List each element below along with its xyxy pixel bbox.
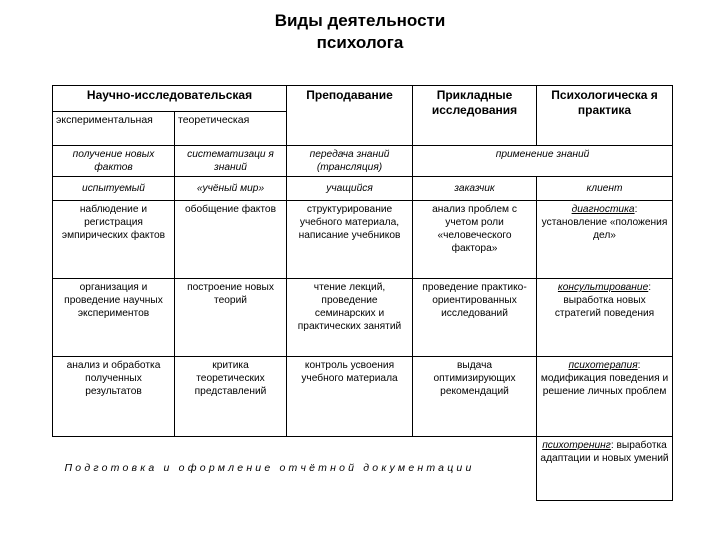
header-row — [53, 86, 673, 112]
practice-term: психотерапия — [568, 360, 638, 371]
practice-term: диагностика — [571, 204, 635, 215]
title-line-1: Виды деятельности — [274, 11, 446, 30]
header-practice: Психологическа я практика — [537, 86, 673, 146]
subject-teaching: учащийся — [287, 177, 413, 201]
table-row — [53, 201, 673, 279]
cell-applied: проведение практико-ориентированных исследований — [413, 279, 537, 357]
activities-table — [52, 85, 673, 501]
cell-practice — [537, 357, 673, 437]
subject-theoretical: «учёный мир» — [175, 177, 287, 201]
cell-teaching: контроль усвоения учебного материала — [287, 357, 413, 437]
subheader-theoretical: теоретическая — [175, 112, 287, 146]
cell-applied: выдача оптимизирующих рекомендаций — [413, 357, 537, 437]
cell-teaching: структурирование учебного материала, написание учебников — [287, 201, 413, 279]
table-row — [53, 357, 673, 437]
cell-experimental: организация и проведение научных экспериментов — [53, 279, 175, 357]
purpose-row — [53, 146, 673, 177]
cell-theoretical: обобщение фактов — [175, 201, 287, 279]
purpose-applied-practice: применение знаний — [413, 146, 673, 177]
subheader-experimental: экспериментальная — [53, 112, 175, 146]
title-line-2: психолога — [316, 33, 404, 52]
cell-theoretical: критика теоретических представлений — [175, 357, 287, 437]
subject-applied: заказчик — [413, 177, 537, 201]
header-teaching: Преподавание — [287, 86, 413, 146]
cell-experimental: наблюдение и регистрация эмпирических фактов — [53, 201, 175, 279]
footer-row — [53, 437, 673, 501]
footer-documentation: Подготовка и оформление отчётной документации — [53, 437, 537, 501]
cell-theoretical: построение новых теорий — [175, 279, 287, 357]
header-research: Научно-исследовательская — [53, 86, 287, 112]
cell-practice — [537, 437, 673, 501]
subject-row — [53, 177, 673, 201]
purpose-theoretical: систематизаци я знаний — [175, 146, 287, 177]
subject-practice: клиент — [537, 177, 673, 201]
table-row — [53, 279, 673, 357]
practice-term: консультирование — [557, 282, 649, 293]
practice-desc: : выработка адаптации и новых умений — [540, 440, 669, 464]
page-title — [0, 10, 720, 54]
header-applied: Прикладные исследования — [413, 86, 537, 146]
cell-teaching: чтение лекций, проведение семинарских и практических занятий — [287, 279, 413, 357]
practice-desc: : выработка новых стратегий поведения — [554, 282, 655, 319]
cell-applied: анализ проблем с учетом роли «человеческого фактора» — [413, 201, 537, 279]
cell-practice — [537, 279, 673, 357]
cell-experimental: анализ и обработка полученных результатов — [53, 357, 175, 437]
purpose-teaching: передача знаний (трансляция) — [287, 146, 413, 177]
subject-experimental: испытуемый — [53, 177, 175, 201]
practice-desc: : модификация поведения и решение личных проблем — [540, 360, 669, 397]
purpose-experimental: получение новых фактов — [53, 146, 175, 177]
practice-term: психотренинг — [542, 440, 611, 451]
cell-practice — [537, 201, 673, 279]
practice-desc: : установление «положения дел» — [541, 204, 668, 241]
